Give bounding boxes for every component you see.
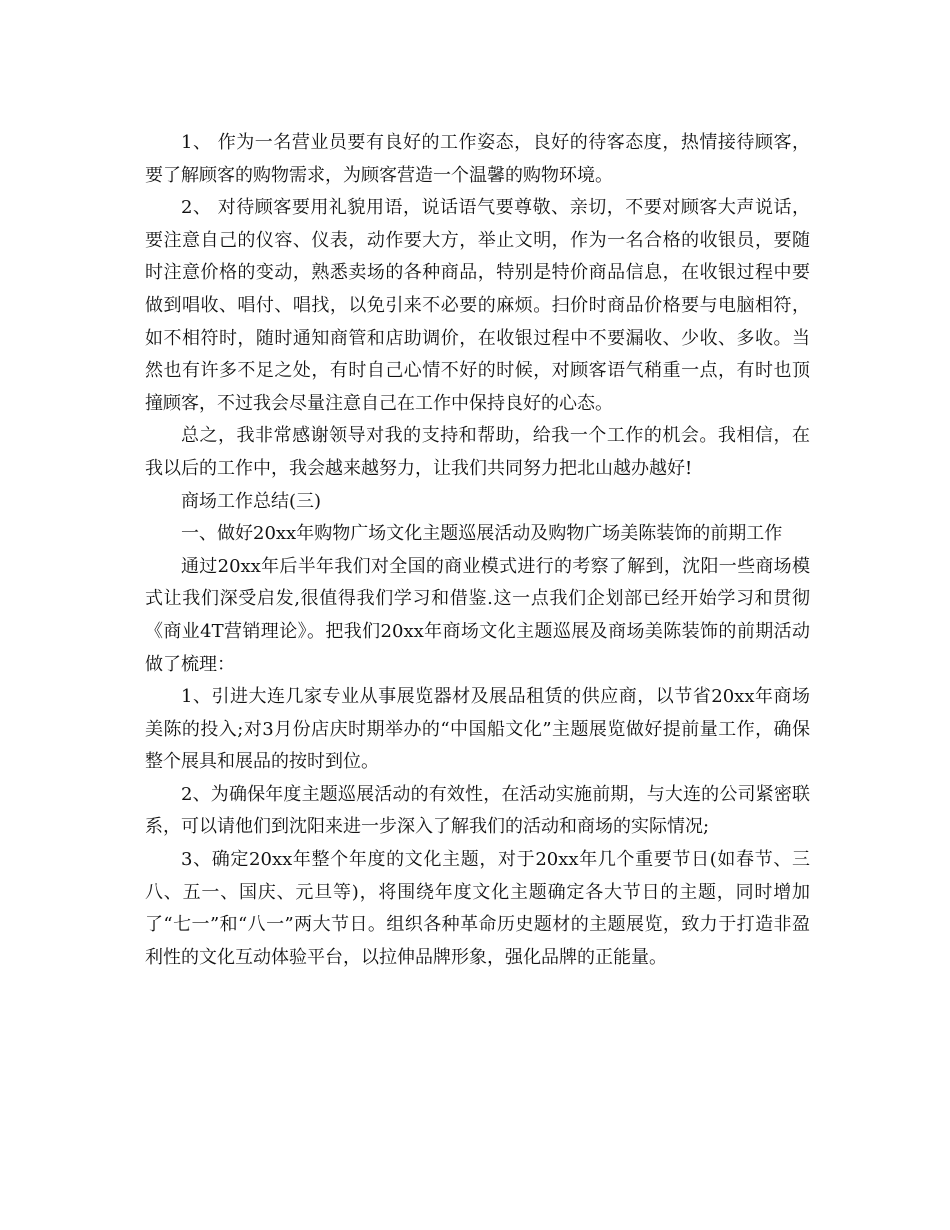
paragraph-1: 1、 作为一名营业员要有良好的工作姿态，良好的待客态度，热情接待顾客，要了解顾客的购物需求，为顾客营造一个温馨的购物环境。 [145,132,810,186]
paragraph-2: 2、 对待顾客要用礼貌用语，说话语气要尊敬、亲切，不要对顾客大声说话，要注意自己的仪容、仪表，动作要大方，举止文明，作为一名合格的收银员，要随时注意价格的变动，熟悉卖场的各种商品，特别是特价商品信息，在收银过程中要做到唱收、唱付、唱找，以免引来不必要的麻烦。扫价时商品价格要与电脑相符，如不相符时，随时通知商管和店助调价，在收银过程中不要漏收、少收、多收。当然也有许多不足之处，有时自己心情不好的时候，对顾客语气稍重一点，有时也顶撞顾客，不过我会尽量注意自己在工作中保持良好的心态。 [145,197,810,414]
list-item-2: 2、为确保年度主题巡展活动的有效性，在活动实施前期，与大连的公司紧密联系，可以请他们到沈阳来进一步深入了解我们的活动和商场的实际情况; [145,783,810,838]
section-heading-1: 一、做好20xx年购物广场文化主题巡展活动及购物广场美陈装饰的前期工作 [181,523,783,545]
document-body [145,127,810,974]
section-title: 商场工作总结(三) [181,490,322,512]
paragraph-3: 总之，我非常感谢领导对我的支持和帮助，给我一个工作的机会。我相信，在我以后的工作中，我会越来越努力，让我们共同努力把北山越办越好! [145,425,810,479]
paragraph-4: 通过20xx年后半年我们对全国的商业模式进行的考察了解到，沈阳一些商场模式让我们深受启发,很值得我们学习和借鉴.这一点我们企划部已经开始学习和贯彻《商业4T营销理论》。把我们20xx年商场文化主题巡展及商场美陈装饰的前期活动做了梳理： [145,555,810,675]
list-item-3: 3、确定20xx年整个年度的文化主题，对于20xx年几个重要节日(如春节、三八、五一、国庆、元旦等)，将围绕年度文化主题确定各大节日的主题，同时增加了“七一”和“八一”两大节日。组织各种革命历史题材的主题展览，致力于打造非盈利性的文化互动体验平台，以拉伸品牌形象，强化品牌的正能量。 [145,849,810,968]
list-item-1: 1、引进大连几家专业从事展览器材及展品租赁的供应商，以节省20xx年商场美陈的投入;对3月份店庆时期举办的“中国船文化”主题展览做好提前量工作，确保整个展具和展品的按时到位。 [145,686,810,773]
